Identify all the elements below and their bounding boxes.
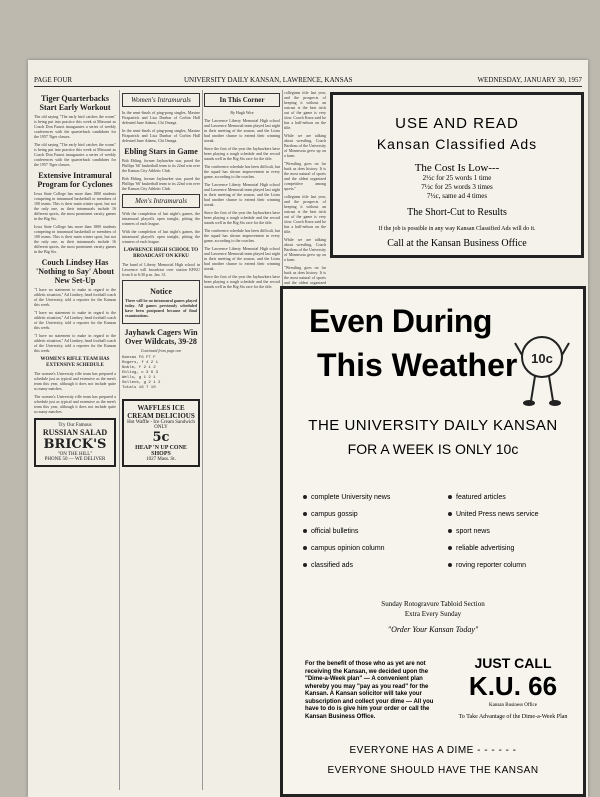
paper-title: UNIVERSITY DAILY KANSAN, LAWRENCE, KANSAS <box>184 76 353 84</box>
bullet-icon <box>303 495 307 499</box>
ad-line: Try Our Famous <box>58 423 92 428</box>
article-text: The Lawrence Liberty Memorial High school and Lawrence Memorial team played last night in their meeting of the season, and the Lions had another chance to extend their winning streak. <box>204 182 280 207</box>
classified-line-1: USE AND READ <box>395 115 519 132</box>
article-text: Iowa State College has more than 1800 students competing in intramural basketball or members of 100 teams. This is their main winter sport, but not the only one, as their intramurals include 16 different sports, the most prominent varsity games in the Big Six. <box>34 191 116 221</box>
headline: Couch Lindsey Has 'Nothing to Say' About New Set-Up <box>35 258 115 285</box>
rate-line: 2½c for 25 words 1 time <box>422 174 492 182</box>
continued-line: Continued from page one <box>140 348 182 353</box>
mascot-label: 10c <box>531 351 553 366</box>
masthead <box>34 76 582 87</box>
rate-line: 7½c, same ad 4 times <box>426 192 488 200</box>
article-text: Since the first of the year the Jayhawkers have been playing a tough schedule and the record stands well in the Big Six race for the title. <box>204 210 280 225</box>
classified-rates <box>333 174 581 201</box>
box-score-row: Selleck, g 2 1 2 <box>122 381 161 385</box>
article-text: The Lawrence Liberty Memorial High school and Lawrence Memorial team played last night in their meeting of the season, and the Lions had another chance to extend their winning streak. <box>204 246 280 271</box>
bricks-logo: BRICK'S <box>43 437 107 452</box>
ad-headline: WAFFLES ICE CREAM DELICIOUS <box>127 404 195 420</box>
article-text: "I have no statement to make in regard to the athletic situation," Ad Lindsey, head football coach of the University, told a reporter for the Kansan this week. <box>34 333 116 353</box>
article-text: Since the first of the year the Jayhawkers have been playing a tough schedule and the record stands well in the Big Six race for the title. <box>204 146 280 161</box>
box-score <box>122 356 200 391</box>
classified-cost: The Cost Is Low--- <box>414 162 500 174</box>
article-text: Iowa State College has more than 1800 students competing in intramural basketball or members of 100 teams. This is their main winter sport, but not the only one, as their intramurals include 16 different sports, the most prominent varsity games in the Big Six. <box>34 224 116 254</box>
article-text: "Wrestling goes on far back as does history. It is the most natural of sports and the oldest organized competitive among sports." <box>284 161 326 191</box>
classified-note: If the job is possible in any way Kansan Classified Ads will do it. <box>378 226 536 232</box>
article-text: While we are talking about wrestling, Coach Bartleau of the University of Minnesota grew up on a farm. <box>284 237 326 262</box>
article-text: In the semi-finals of ping-pong singles, Maxine Fitzpatrick and Lisa Dunbar of Corbin Hall defeated June Adams, Chi Omega. <box>122 110 200 125</box>
bullet-icon <box>448 529 452 533</box>
bullet-icon <box>303 546 307 550</box>
ad-line: Hot Waffle - Ice Cream Sandwich ONLY <box>127 420 195 430</box>
article-text: "I have no statement to make in regard to the athletic situation," Ad Lindsey, head football coach of the University, told a reporter for the Kansan this week. <box>34 287 116 307</box>
feature-column-right <box>448 489 578 574</box>
article-text: In the semi-finals of ping-pong singles, Maxine Fitzpatrick and Lisa Dunbar of Corbin Hall defeated June Adams, Chi Omega. <box>122 128 200 143</box>
column-2 <box>122 90 200 790</box>
notice-box <box>122 280 200 324</box>
headline: Extensive Intramural Program for Cyclones <box>37 171 113 189</box>
paper-name: THE UNIVERSITY DAILY KANSAN <box>308 417 558 434</box>
newspaper-page <box>28 60 588 797</box>
feature-item: roving reporter column <box>448 557 578 574</box>
article-text: Since the first of the year the Jayhawkers have been playing a tough schedule and the record stands well in the Big Six race for the title. <box>204 274 280 289</box>
page-number: PAGE FOUR <box>34 76 73 84</box>
headline: WOMEN'S RIFLE TEAM HAS EXTENSIVE SCHEDULE <box>40 357 110 368</box>
headline: LAWRENCE HIGH SCHOOL TO BROADCAST ON KFKU <box>123 248 199 259</box>
classified-shortcut: The Short-Cut to Results <box>407 207 507 218</box>
ad-headline-2: This Weather <box>317 347 518 383</box>
column-4 <box>284 90 326 285</box>
bullet-icon <box>303 529 307 533</box>
bullet-icon <box>448 546 452 550</box>
notice-text: There will be no intramural games played today. All games previously scheduled have been postponed because of final examinations. <box>125 298 197 318</box>
feature-item: official bulletins <box>303 523 433 540</box>
feature-item: United Press news service <box>448 506 578 523</box>
article-text: collegians title last year, and the prospects of keeping it without an outcast is the best trick out of the game is very slow. Coach Knox said he has a half-nelson on the title. <box>284 194 326 234</box>
bullet-icon <box>303 563 307 567</box>
ad-address: 1027 Mass. St. <box>146 457 176 462</box>
article-text: The Lawrence Liberty Memorial High school and Lawrence Memorial team played last night in their meeting of the season, and the Lions had another chance to extend their winning streak. <box>204 118 280 143</box>
issue-date: WEDNESDAY, JANUARY 30, 1957 <box>477 76 582 84</box>
article-text: The women's University rifle team has prepared a schedule just as typical and extensive as the men's team this year, although it does not include quite so many matches. <box>34 394 116 414</box>
subscription-ad <box>280 286 586 797</box>
classified-line-2: Kansan Classified Ads <box>376 136 538 152</box>
bullet-icon <box>448 512 452 516</box>
article-text: The women's University rifle team has prepared a schedule just as typical and extensive as the men's team this year, although it does not include quite so many matches. <box>34 371 116 391</box>
article-text: While we are talking about wrestling, Coach Bartleau of the University of Minnesota grew up on a farm. <box>284 133 326 158</box>
ad-price: 5c <box>152 430 170 445</box>
dime-slogan-1: EVERYONE HAS A DIME - - - - - - <box>349 745 517 756</box>
just-call: JUST CALL <box>474 655 552 671</box>
dime-plan-text: For the benefit of those who as yet are not receiving the Kansan, we decided upon the "Dime-a-Week plan" — A convenient plan whereby you may "pay as you read" for the Kansan. A Kansan solicitor will take your subscription and collect your dime — All you have to do is give him your order or call the Kansan Business Office. <box>305 661 434 720</box>
ad-headline: RUSSIAN SALAD <box>42 428 108 437</box>
price-line: FOR A WEEK IS ONLY 10c <box>347 441 519 457</box>
column-rule <box>202 90 203 790</box>
box-score-row: Rogers, f 4 2 1 <box>122 361 159 365</box>
ad-shop-name: HEAP 'N UP CONE SHOPS <box>135 445 187 457</box>
dime-mascot-icon <box>517 329 567 409</box>
classified-call: Call at the Kansan Business Office <box>387 238 527 249</box>
feature-item: reliable advertising <box>448 540 578 557</box>
headline: Tiger Quarterbacks Start Early Workout <box>39 94 111 112</box>
feature-item: featured articles <box>448 489 578 506</box>
feature-item: campus gossip <box>303 506 433 523</box>
phone-number: K.U. 66 <box>468 671 558 701</box>
article-text: The band of Liberty Memorial High school in Lawrence will broadcast over station KFKU from 6 to 6:30 p.m. Jan. 31. <box>122 262 200 277</box>
section-box: Men's Intramurals <box>122 194 200 208</box>
bricks-ad <box>34 418 116 467</box>
rate-line: 7½c for 25 words 3 times <box>421 183 493 191</box>
office-label: Kansan Business Office <box>489 703 537 708</box>
article-text: The conference schedule has been difficult, but the squad has shown improvement in every game, according to the coaches. <box>204 228 280 243</box>
bullet-icon <box>303 512 307 516</box>
feature-item: sport news <box>448 523 578 540</box>
waffle-ad <box>122 399 200 467</box>
classified-ads-box <box>330 92 584 258</box>
notice-title: Notice <box>150 287 172 296</box>
box-score-row: Kansas FG FT F <box>122 356 156 360</box>
bullet-icon <box>448 563 452 567</box>
feature-item: classified ads <box>303 557 433 574</box>
headline: Ebling Stars in Game <box>124 147 198 156</box>
ad-line: "ON THE HILL" <box>57 452 93 457</box>
advantage-line: To Take Advantage of the Dime-a-Week Plan <box>458 714 568 720</box>
box-score-row: Ebling, c 3 0 3 <box>122 371 159 375</box>
article-text: The old saying "The early bird catches the worm" is being put into practice this week at Missouri as Coach Don Faurot inaugurates a series of weekly conferences with the quarterback candidates for the 1957 Tiger classes. <box>34 142 116 167</box>
article-text: "Wrestling goes on far back as does history. It is the most natural of sports and the oldest organized <box>284 265 326 285</box>
column-rule <box>119 90 120 790</box>
article-text: The old saying "The early bird catches the worm" is being put into practice this week at Missouri as Coach Don Faurot inaugurates a series of weekly conferences with the quarterback candidates for the 1957 Tiger classes. <box>34 114 116 139</box>
column-3 <box>204 90 280 289</box>
sunday-line: Extra Every Sunday <box>404 610 462 618</box>
article-text: collegians title last year, and the prospects of keeping it without an outcast is the best trick out of the game is very slow. Coach Knox said he has a half-nelson on the title. <box>284 90 326 130</box>
article-text: Bob Ebling, former Jayhawker star, paced the Phillips '66' basketball team to its 22nd win over the Kansas City Athletic Club. <box>122 158 200 173</box>
feature-item: campus opinion column <box>303 540 433 557</box>
box-score-row: Noble, f 2 1 2 <box>122 366 156 370</box>
box-score-row: Wells, g 1 2 1 <box>122 376 156 380</box>
column-1 <box>34 90 116 790</box>
article-text: Bob Ebling, former Jayhawker star, paced the Phillips '66' basketball team to its 22nd win over the Kansas City Athletic Club. <box>122 176 200 191</box>
sunday-line: Sunday Rotogravure Tabloid Section <box>381 600 485 608</box>
article-text: With the completion of last night's games, the intramural playoffs open tonight, pitting the winners of each league. <box>122 229 200 244</box>
box-score-row: Totals 16 7 10 <box>122 386 156 390</box>
feature-item: complete University news <box>303 489 433 506</box>
column-title-box: In This Corner <box>204 93 280 107</box>
ad-headline-1: Even During <box>309 303 492 339</box>
article-text: With the completion of last night's games, the intramural playoffs open tonight, pitting the winners of each league. <box>122 211 200 226</box>
section-box: Women's Intramurals <box>122 93 200 107</box>
feature-column-left <box>303 489 433 574</box>
ad-phone: PHONE 50 — WE DELIVER <box>44 457 106 462</box>
dime-slogan-2: EVERYONE SHOULD HAVE THE KANSAN <box>327 765 539 776</box>
headline: Jayhawk Cagers Win Over Wildcats, 39-28 <box>124 328 198 346</box>
article-text: "I have no statement to make in regard to the athletic situation," Ad Lindsey, head football coach of the University, told a reporter for the Kansan this week. <box>34 310 116 330</box>
article-text: The conference schedule has been difficult, but the squad has shown improvement in every game, according to the coaches. <box>204 164 280 179</box>
byline: By Hugh Wire <box>230 110 254 115</box>
order-slogan: "Order Your Kansan Today" <box>387 625 479 634</box>
bullet-icon <box>448 495 452 499</box>
sunday-section <box>283 599 583 619</box>
